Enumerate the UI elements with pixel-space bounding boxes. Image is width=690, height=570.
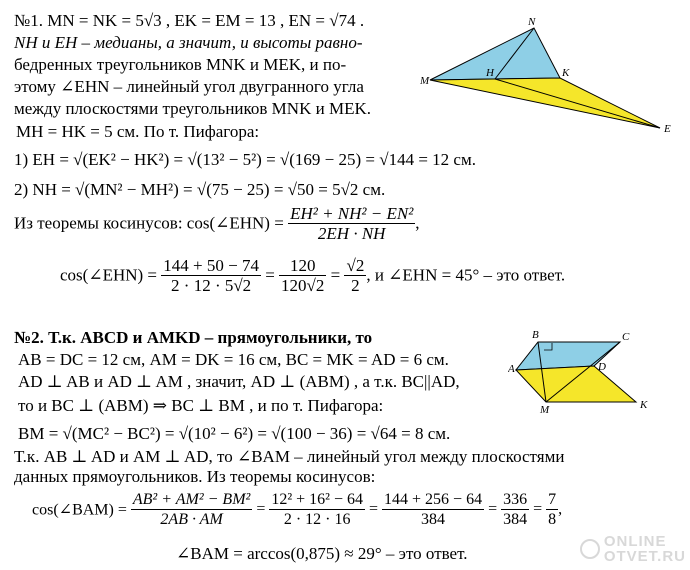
p2-answer: ∠BAM = arccos(0,875) ≈ 29° – это ответ.	[176, 544, 468, 563]
p2-line-6: Т.к. AB ⊥ AD и AM ⊥ AD, то ∠BAM – линейный угол между плоскостями	[14, 447, 565, 466]
p1-line-4: этому ∠EHN – линейный угол двугранного угла	[14, 77, 364, 96]
watermark-logo-icon	[580, 539, 600, 559]
fraction-bam-3: $\frac{144 + 256 - 64}{384}$	[384, 491, 483, 528]
p2-line-3: AD ⊥ AB и AD ⊥ AM , значит, AD ⊥ (ABM) , а т.к. BC||AD,	[18, 372, 460, 391]
p1-answer-line: cos(∠EHN) = $\frac{144 + 50 - 74}{2 \cdot 12 \cdot 5√2}$ = $\frac{120}{120√2}$ = $\frac{√2}{2}$ , и ∠EHN = 45° – это ответ.	[60, 256, 566, 295]
fraction-ehn-2: $\frac{120}{120√2}$	[281, 256, 325, 295]
fraction-ehn-3: $\frac{√2}{2}$	[346, 256, 365, 295]
fraction-ehn-1: $\frac{144 + 50 - 74}{2 \cdot 12 \cdot 5√2}$	[163, 256, 259, 295]
p1-line-6: MH = HK = 5 см. По т. Пифагора:	[16, 122, 260, 141]
triangle-mek	[430, 78, 660, 128]
p2-cosine-chain: cos(∠BAM) = $\frac{\text{AB² + AM² − BM²}}{2AB \cdot AM}$ = $\frac{\text{12² + 16² − 64}}{2 \cdot 12 \cdot 16}$ = $\frac{144 + 256 - 64}{384}$ = $\frac{336}{384}$ = $\frac{7}{8}$ ,	[32, 491, 563, 528]
p1-line-2: NH и EH – медианы, а значит, и высоты равно-	[14, 33, 363, 52]
p1-line-3: бедренных треугольников MNK и MEK, и по-	[14, 55, 347, 74]
figure-rectangles-abcd-amkd	[508, 326, 683, 416]
p2-line-5: BM = √(MC² − BC²) = √(10² − 6²) = √(100 − 36) = √64 = 8 см.	[18, 424, 451, 443]
label-m: M	[420, 75, 430, 87]
fraction-bam-5: $\frac{7}{8}$	[548, 491, 557, 528]
figure-triangles-mnk-mek	[420, 14, 680, 139]
label-k: K	[562, 67, 570, 79]
label-n: N	[528, 16, 536, 28]
label-b: B	[532, 329, 539, 341]
fraction-bam-general: $\frac{\text{AB² + AM² − BM²}}{2AB \cdot AM}$	[132, 491, 251, 528]
watermark: ONLINE OTVET.RU	[580, 534, 686, 564]
triangle-mnk	[430, 28, 560, 80]
p1-cosine-theorem: Из теоремы косинусов: cos(∠EHN) = $\frac{\text{EH² + NH² − EN²}}{2EH \cdot NH}$ ,	[14, 204, 420, 243]
p2-line-1: №2. Т.к. ABCD и AMKD – прямоугольники, то	[14, 328, 373, 347]
fraction-bam-2: $\frac{\text{12² + 16² − 64}}{2 \cdot 12 \cdot 16}$	[271, 491, 363, 528]
rectangle-amkd	[516, 366, 636, 402]
fraction-ehn-general: $\frac{\text{EH² + NH² − EN²}}{2EH \cdot NH}$	[290, 204, 414, 243]
p1-line-7: 1) EH = √(EK² − HK²) = √(13² − 5²) = √(169 − 25) = √144 = 12 см.	[14, 150, 476, 169]
label-c: C	[622, 331, 630, 343]
label-k: K	[640, 399, 648, 411]
label-a: A	[508, 363, 515, 375]
label-h: H	[486, 67, 494, 79]
p1-line-5: между плоскостями треугольников MNK и MEK.	[14, 99, 371, 118]
p2-line-2: AB = DC = 12 см, AM = DK = 16 см, BC = MK = AD = 6 см.	[18, 350, 449, 369]
fraction-bam-4: $\frac{336}{384}$	[503, 491, 528, 528]
label-d: D	[598, 361, 606, 373]
p2-line-7: данных прямоугольников. Из теоремы косинусов:	[14, 467, 376, 486]
label-e: E	[664, 123, 671, 135]
label-m: M	[540, 404, 550, 416]
p2-line-4: то и BC ⊥ (ABM) ⇒ BC ⊥ BM , и по т. Пифагора:	[18, 396, 384, 415]
p1-line-1: №1. MN = NK = 5√3 , EK = EM = 13 , EN = √74 .	[14, 11, 365, 30]
p1-line-8: 2) NH = √(MN² − MH²) = √(75 − 25) = √50 = 5√2 см.	[14, 180, 386, 199]
